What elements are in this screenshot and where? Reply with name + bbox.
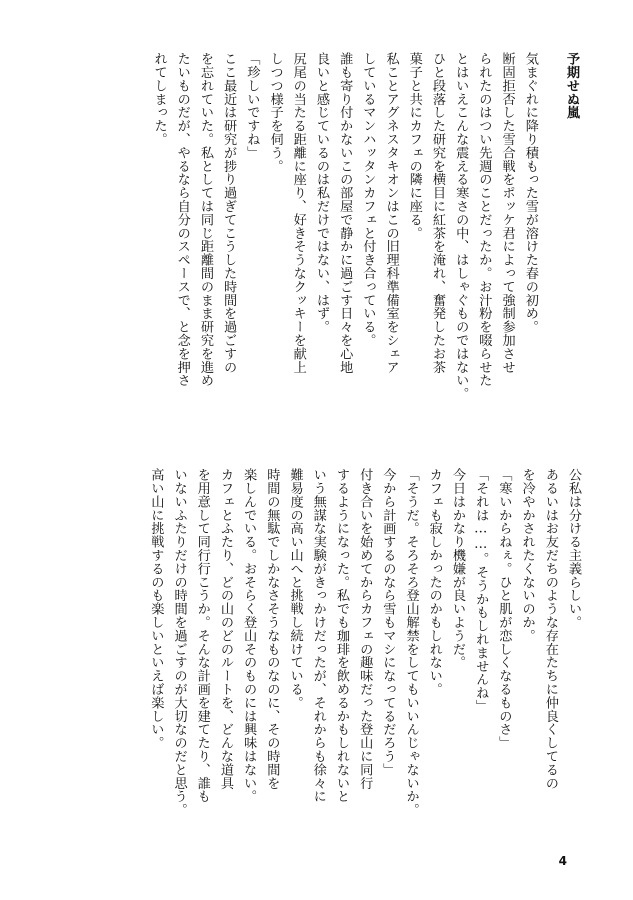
text-line: 尻尾の当たる距離に座り、好きそうなクッキーを献上 <box>290 52 306 374</box>
upper-text-block <box>147 52 583 432</box>
text-line: たいものだが、やるなら自分のスペースで、と念を押さ <box>174 52 190 387</box>
text-line: カフェとふたり、どの山のどのルートを、どんな道具 <box>217 468 233 790</box>
text-line: いないふたりだけの時間を過ごすのが大切なのだと思う。 <box>171 468 187 817</box>
text-line: 公私は分ける主義らしい。 <box>566 468 581 629</box>
text-line: とはいえこんな震える寒さの中、はしゃぐものではない。 <box>453 52 469 401</box>
text-line: られたのはつい先週のことだったか。お汁粉を啜らせた <box>476 52 492 387</box>
text-line: するようになった。私でも珈琲を飲めるかもしれないと <box>333 468 349 803</box>
text-line: 「それは……。そうかもしれませんね」 <box>473 468 489 713</box>
text-line: 付き合いを始めてからカフェの趣味だった登山に同行 <box>357 468 373 790</box>
text-line: を忘れていた。私としては同じ距離間のまま研究を進め <box>197 52 213 387</box>
chapter-title: 予期せぬ嵐 <box>564 52 579 119</box>
text-line: れてしまった。 <box>151 52 167 146</box>
lower-text-block <box>144 468 585 840</box>
text-line: ここ最近は研究が捗り過ぎてこうした時間を過ごすの <box>221 52 237 374</box>
text-line: ひと段落した研究を横目に紅茶を淹れ、奮発したお茶 <box>429 52 445 374</box>
text-line: しつつ様子を伺う。 <box>267 52 283 173</box>
text-line: 断固拒否した雪合戦をポッケ君によって強制参加させ <box>499 52 515 374</box>
text-line: 私ことアグネスタキオンはこの旧理科準備室をシェア <box>383 52 399 374</box>
text-line: 菓子と共にカフェの隣に座る。 <box>406 52 422 240</box>
text-line: 良いと感じているのは私だけではない、はず。 <box>313 52 329 334</box>
text-line: 楽しんでいる。おそらく登山そのものには興味はない。 <box>241 468 257 803</box>
page-number: 4 <box>558 854 567 868</box>
text-line: 時間の無駄でしかなさそうなものなのに、その時間を <box>264 468 280 790</box>
text-line: 誰も寄り付かないこの部屋で静かに過ごす日々を心地 <box>337 52 353 374</box>
text-line: 高い山に挑戦するのも楽しいといえば楽しい。 <box>148 468 164 750</box>
text-line: を冷やかされたくないのか。 <box>519 468 535 643</box>
text-line: 今日はかなり機嫌が良いようだ。 <box>449 468 465 669</box>
text-line: 「寒いからねぇ。ひと肌が恋しくなるものさ」 <box>496 468 512 750</box>
text-line: あるいはお友だちのような存在たちに仲良くしてるの <box>542 468 558 790</box>
text-line: 「そうだ。そろそろ登山解禁をしてもいいんじゃないか。 <box>403 468 419 817</box>
text-line: カフェも寂しかったのかもしれない。 <box>426 468 442 696</box>
text-line: 今から計画するのなら雪もマシになってるだろう」 <box>380 468 396 777</box>
text-line: 気まぐれに降り積もった雪が溶けた春の初め。 <box>522 52 538 334</box>
text-line: 難易度の高い山へと挑戦し続けている。 <box>287 468 303 710</box>
text-line: を用意して同行行こうか。そんな計画を建てたり、誰も <box>194 468 210 803</box>
text-line: 「珍しいですね」 <box>244 52 260 160</box>
text-line: いう無謀な実験がきっかけだったが、それからも徐々に <box>310 468 326 803</box>
text-line: しているマンハッタンカフェと付き合っている。 <box>360 52 376 347</box>
